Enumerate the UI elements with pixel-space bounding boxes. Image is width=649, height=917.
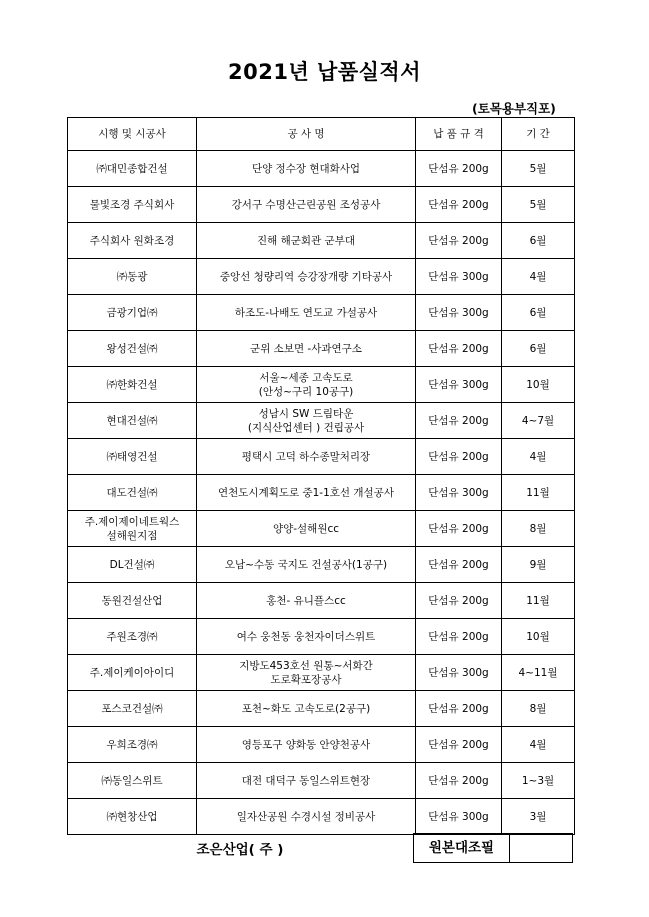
cell-project: 중앙선 청량리역 승강장개량 기타공사 bbox=[197, 259, 416, 295]
table-row bbox=[68, 259, 575, 295]
cell-spec: 단섬유 300g bbox=[416, 475, 502, 511]
certification-label: 원본대조필 bbox=[428, 840, 495, 856]
cell-spec: 단섬유 200g bbox=[416, 187, 502, 223]
cell-spec: 단섬유 200g bbox=[416, 331, 502, 367]
cell-project: 오남~수동 국지도 건설공사(1공구) bbox=[197, 547, 416, 583]
table-row bbox=[68, 727, 575, 763]
cell-company: ㈜현창산업 bbox=[68, 799, 197, 835]
cell-company: 현대건설㈜ bbox=[68, 403, 197, 439]
table-row bbox=[68, 655, 575, 691]
table-row bbox=[68, 763, 575, 799]
cell-period: 4월 bbox=[502, 727, 575, 763]
table-row bbox=[68, 799, 575, 835]
cell-period: 1~3월 bbox=[502, 763, 575, 799]
cell-period: 10월 bbox=[502, 619, 575, 655]
cell-project: 진해 해군회관 군부대 bbox=[197, 223, 416, 259]
cell-spec: 단섬유 200g bbox=[416, 439, 502, 475]
cell-period: 4월 bbox=[502, 439, 575, 475]
document-title: 2021년 납품실적서 bbox=[228, 60, 421, 84]
cell-company: 왕성건설㈜ bbox=[68, 331, 197, 367]
table-row bbox=[68, 583, 575, 619]
cell-company: DL건설㈜ bbox=[68, 547, 197, 583]
cell-company: 주식회사 원화조경 bbox=[68, 223, 197, 259]
cell-project: 군위 소보면 -사과연구소 bbox=[197, 331, 416, 367]
cell-project: 지방도453호선 원통~서화간 도로확포장공사 bbox=[197, 655, 416, 691]
column-header-period: 기 간 bbox=[502, 118, 575, 151]
cell-company: ㈜동광 bbox=[68, 259, 197, 295]
table-row bbox=[68, 223, 575, 259]
cell-project: 하조도-나배도 연도교 가설공사 bbox=[197, 295, 416, 331]
table-row bbox=[68, 331, 575, 367]
cell-period: 11월 bbox=[502, 583, 575, 619]
table-row bbox=[68, 187, 575, 223]
cell-period: 9월 bbox=[502, 547, 575, 583]
cell-period: 5월 bbox=[502, 151, 575, 187]
table-row bbox=[68, 403, 575, 439]
cell-period: 4월 bbox=[502, 259, 575, 295]
cell-company: 주.제이제이네트웍스 설해원지점 bbox=[68, 511, 197, 547]
cell-period: 4~11월 bbox=[502, 655, 575, 691]
table-row bbox=[68, 691, 575, 727]
certification-divider bbox=[509, 834, 510, 862]
cell-spec: 단섬유 200g bbox=[416, 619, 502, 655]
cell-period: 11월 bbox=[502, 475, 575, 511]
cell-spec: 단섬유 300g bbox=[416, 259, 502, 295]
cell-spec: 단섬유 200g bbox=[416, 511, 502, 547]
table-row bbox=[68, 439, 575, 475]
cell-project: 여수 웅천동 웅천자이더스위트 bbox=[197, 619, 416, 655]
table-row bbox=[68, 511, 575, 547]
column-header-spec: 납 품 규 격 bbox=[416, 118, 502, 151]
cell-period: 6월 bbox=[502, 331, 575, 367]
cell-period: 10월 bbox=[502, 367, 575, 403]
cell-project: 대전 대덕구 동일스위트현장 bbox=[197, 763, 416, 799]
column-header-company: 시행 및 시공사 bbox=[68, 118, 197, 151]
cell-spec: 단섬유 300g bbox=[416, 367, 502, 403]
table-row bbox=[68, 547, 575, 583]
table-row bbox=[68, 367, 575, 403]
cell-spec: 단섬유 200g bbox=[416, 403, 502, 439]
cell-spec: 단섬유 300g bbox=[416, 655, 502, 691]
cell-company: 우희조경㈜ bbox=[68, 727, 197, 763]
cell-spec: 단섬유 200g bbox=[416, 223, 502, 259]
cell-company: 물빛조경 주식회사 bbox=[68, 187, 197, 223]
performance-table bbox=[67, 117, 575, 835]
cell-spec: 단섬유 200g bbox=[416, 691, 502, 727]
table-row bbox=[68, 619, 575, 655]
cell-spec: 단섬유 200g bbox=[416, 547, 502, 583]
cell-project: 단양 정수장 현대화사업 bbox=[197, 151, 416, 187]
table-row bbox=[68, 151, 575, 187]
cell-project: 평택시 고덕 하수종말처리장 bbox=[197, 439, 416, 475]
cell-project: 연천도시계획도로 중1-1호선 개설공사 bbox=[197, 475, 416, 511]
cell-company: 주원조경㈜ bbox=[68, 619, 197, 655]
cell-period: 4~7월 bbox=[502, 403, 575, 439]
table-row bbox=[68, 475, 575, 511]
cell-period: 3월 bbox=[502, 799, 575, 835]
certification-box bbox=[413, 833, 573, 863]
cell-spec: 단섬유 300g bbox=[416, 295, 502, 331]
cell-company: 주.제이케이아이디 bbox=[68, 655, 197, 691]
cell-period: 6월 bbox=[502, 223, 575, 259]
cell-company: ㈜동일스위트 bbox=[68, 763, 197, 799]
cell-project: 서울~세종 고속도로 (안성~구리 10공구) bbox=[197, 367, 416, 403]
cell-company: 대도건설㈜ bbox=[68, 475, 197, 511]
cell-project: 강서구 수명산근린공원 조성공사 bbox=[197, 187, 416, 223]
cell-project: 영등포구 양화동 안양천공사 bbox=[197, 727, 416, 763]
cell-company: 동원건설산업 bbox=[68, 583, 197, 619]
cell-spec: 단섬유 200g bbox=[416, 151, 502, 187]
cell-spec: 단섬유 200g bbox=[416, 727, 502, 763]
cell-company: ㈜태영건설 bbox=[68, 439, 197, 475]
footer-company: 조은산업( 주 ) bbox=[196, 842, 284, 858]
column-header-project: 공 사 명 bbox=[197, 118, 416, 151]
cell-period: 6월 bbox=[502, 295, 575, 331]
cell-period: 8월 bbox=[502, 511, 575, 547]
cell-company: ㈜대민종합건설 bbox=[68, 151, 197, 187]
cell-project: 포천~화도 고속도로(2공구) bbox=[197, 691, 416, 727]
cell-project: 일자산공원 수경시설 정비공사 bbox=[197, 799, 416, 835]
cell-project: 양양-설해원cc bbox=[197, 511, 416, 547]
table-header-row bbox=[68, 118, 575, 151]
cell-spec: 단섬유 300g bbox=[416, 799, 502, 835]
cell-company: 금광기업㈜ bbox=[68, 295, 197, 331]
cell-project: 홍천- 유니플스cc bbox=[197, 583, 416, 619]
cell-period: 8월 bbox=[502, 691, 575, 727]
cell-spec: 단섬유 200g bbox=[416, 763, 502, 799]
cell-spec: 단섬유 200g bbox=[416, 583, 502, 619]
cell-company: ㈜한화건설 bbox=[68, 367, 197, 403]
cell-period: 5월 bbox=[502, 187, 575, 223]
document-subtitle: (토목용부직포) bbox=[472, 101, 556, 116]
table-row bbox=[68, 295, 575, 331]
cell-company: 포스코건설㈜ bbox=[68, 691, 197, 727]
cell-project: 성남시 SW 드림타운 (지식산업센터 ) 건립공사 bbox=[197, 403, 416, 439]
